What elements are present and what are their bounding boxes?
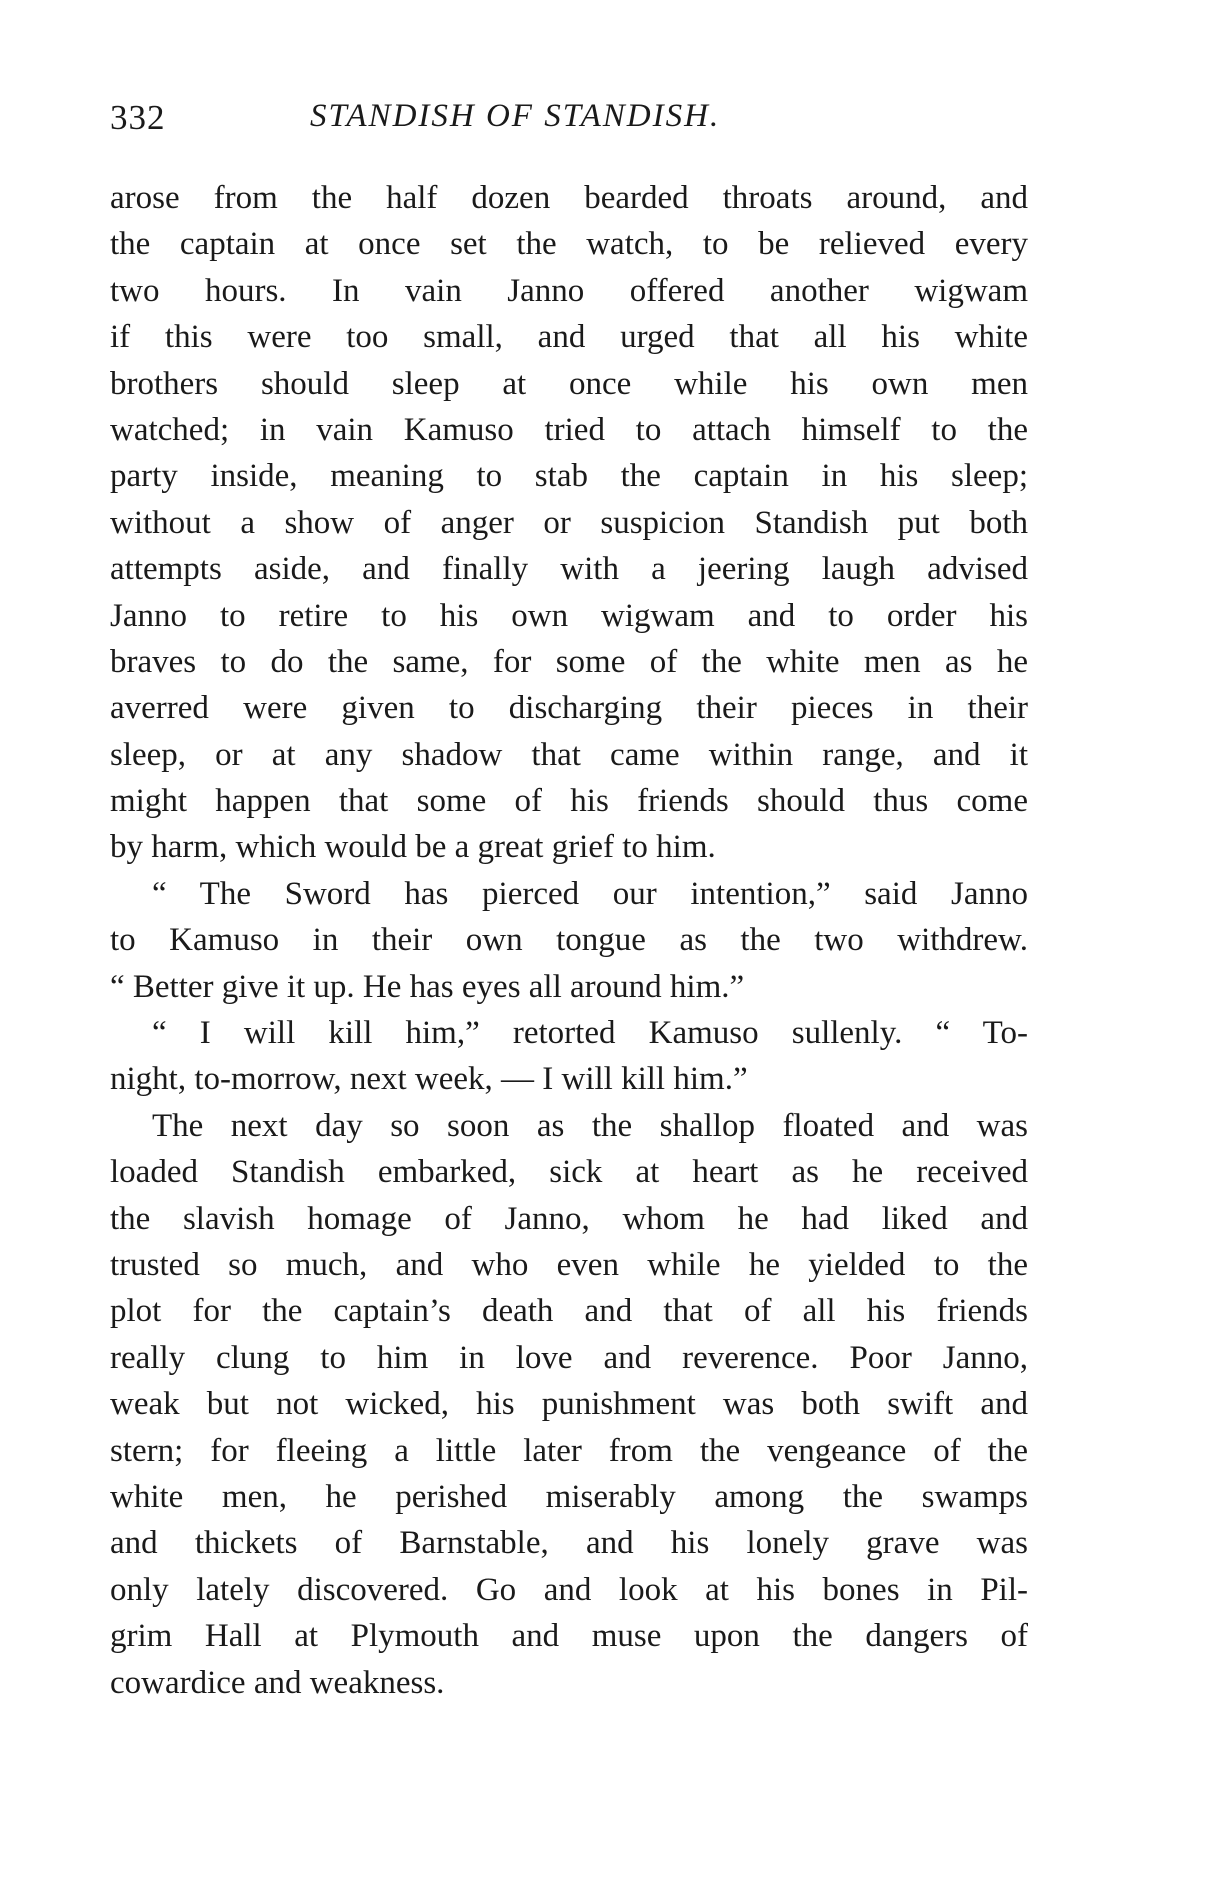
text-line: trusted so much, and who even while he yielded to the — [110, 1246, 1028, 1283]
text-line: attempts aside, and finally with a jeering laugh advised — [110, 551, 1028, 588]
text-line: by harm, which would be a great grief to him. — [110, 829, 716, 866]
text-line: two hours. In vain Janno offered another wigwam — [110, 272, 1028, 309]
text-line: the slavish homage of Janno, whom he had liked and — [110, 1200, 1028, 1237]
running-head — [110, 98, 1030, 148]
text-line: arose from the half dozen bearded throats around, and — [110, 180, 1028, 216]
text-line: only lately discovered. Go and look at his bones in Pil- — [110, 1571, 1028, 1608]
text-line: loaded Standish embarked, sick at heart as he received — [110, 1154, 1028, 1191]
text-line: if this were too small, and urged that all his white — [110, 319, 1028, 356]
text-line: really clung to him in love and reverence. Poor Janno, — [110, 1339, 1028, 1376]
text-line: to Kamuso in their own tongue as the two withdrew. — [110, 922, 1028, 959]
text-line: the captain at once set the watch, to be relieved every — [110, 226, 1028, 263]
text-line: night, to-morrow, next week, — I will kill him.” — [110, 1061, 748, 1098]
text-line: brothers should sleep at once while his own men — [110, 365, 1028, 402]
text-line: braves to do the same, for some of the white men as he — [110, 643, 1028, 680]
text-line: grim Hall at Plymouth and muse upon the dangers of — [110, 1618, 1028, 1655]
body-text — [110, 175, 1028, 1706]
text-line: weak but not wicked, his punishment was both swift and — [110, 1386, 1028, 1423]
text-line: “ I will kill him,” retorted Kamuso sullenly. “ To- — [152, 1015, 1028, 1052]
text-line: averred were given to discharging their pieces in their — [110, 690, 1028, 727]
text-line: and thickets of Barnstable, and his lonely grave was — [110, 1525, 1028, 1562]
text-line: cowardice and weakness. — [110, 1664, 445, 1701]
text-line: party inside, meaning to stab the captain in his sleep; — [110, 458, 1028, 495]
text-line: The next day so soon as the shallop floated and was — [152, 1107, 1028, 1144]
text-line: sleep, or at any shadow that came within range, and it — [110, 736, 1028, 773]
text-line: “ Better give it up. He has eyes all around him.” — [110, 968, 745, 1005]
text-line: plot for the captain’s death and that of all his friends — [110, 1293, 1028, 1330]
page-number: 332 — [110, 98, 166, 137]
running-title: STANDISH OF STANDISH. — [310, 98, 721, 134]
text-line: Janno to retire to his own wigwam and to order his — [110, 597, 1028, 634]
text-line: white men, he perished miserably among the swamps — [110, 1478, 1028, 1515]
text-line: stern; for fleeing a little later from the vengeance of the — [110, 1432, 1028, 1469]
text-line: watched; in vain Kamuso tried to attach himself to the — [110, 411, 1028, 448]
text-line: “ The Sword has pierced our intention,” said Janno — [152, 875, 1028, 912]
text-line: might happen that some of his friends should thus come — [110, 783, 1028, 820]
text-line: without a show of anger or suspicion Standish put both — [110, 504, 1028, 541]
